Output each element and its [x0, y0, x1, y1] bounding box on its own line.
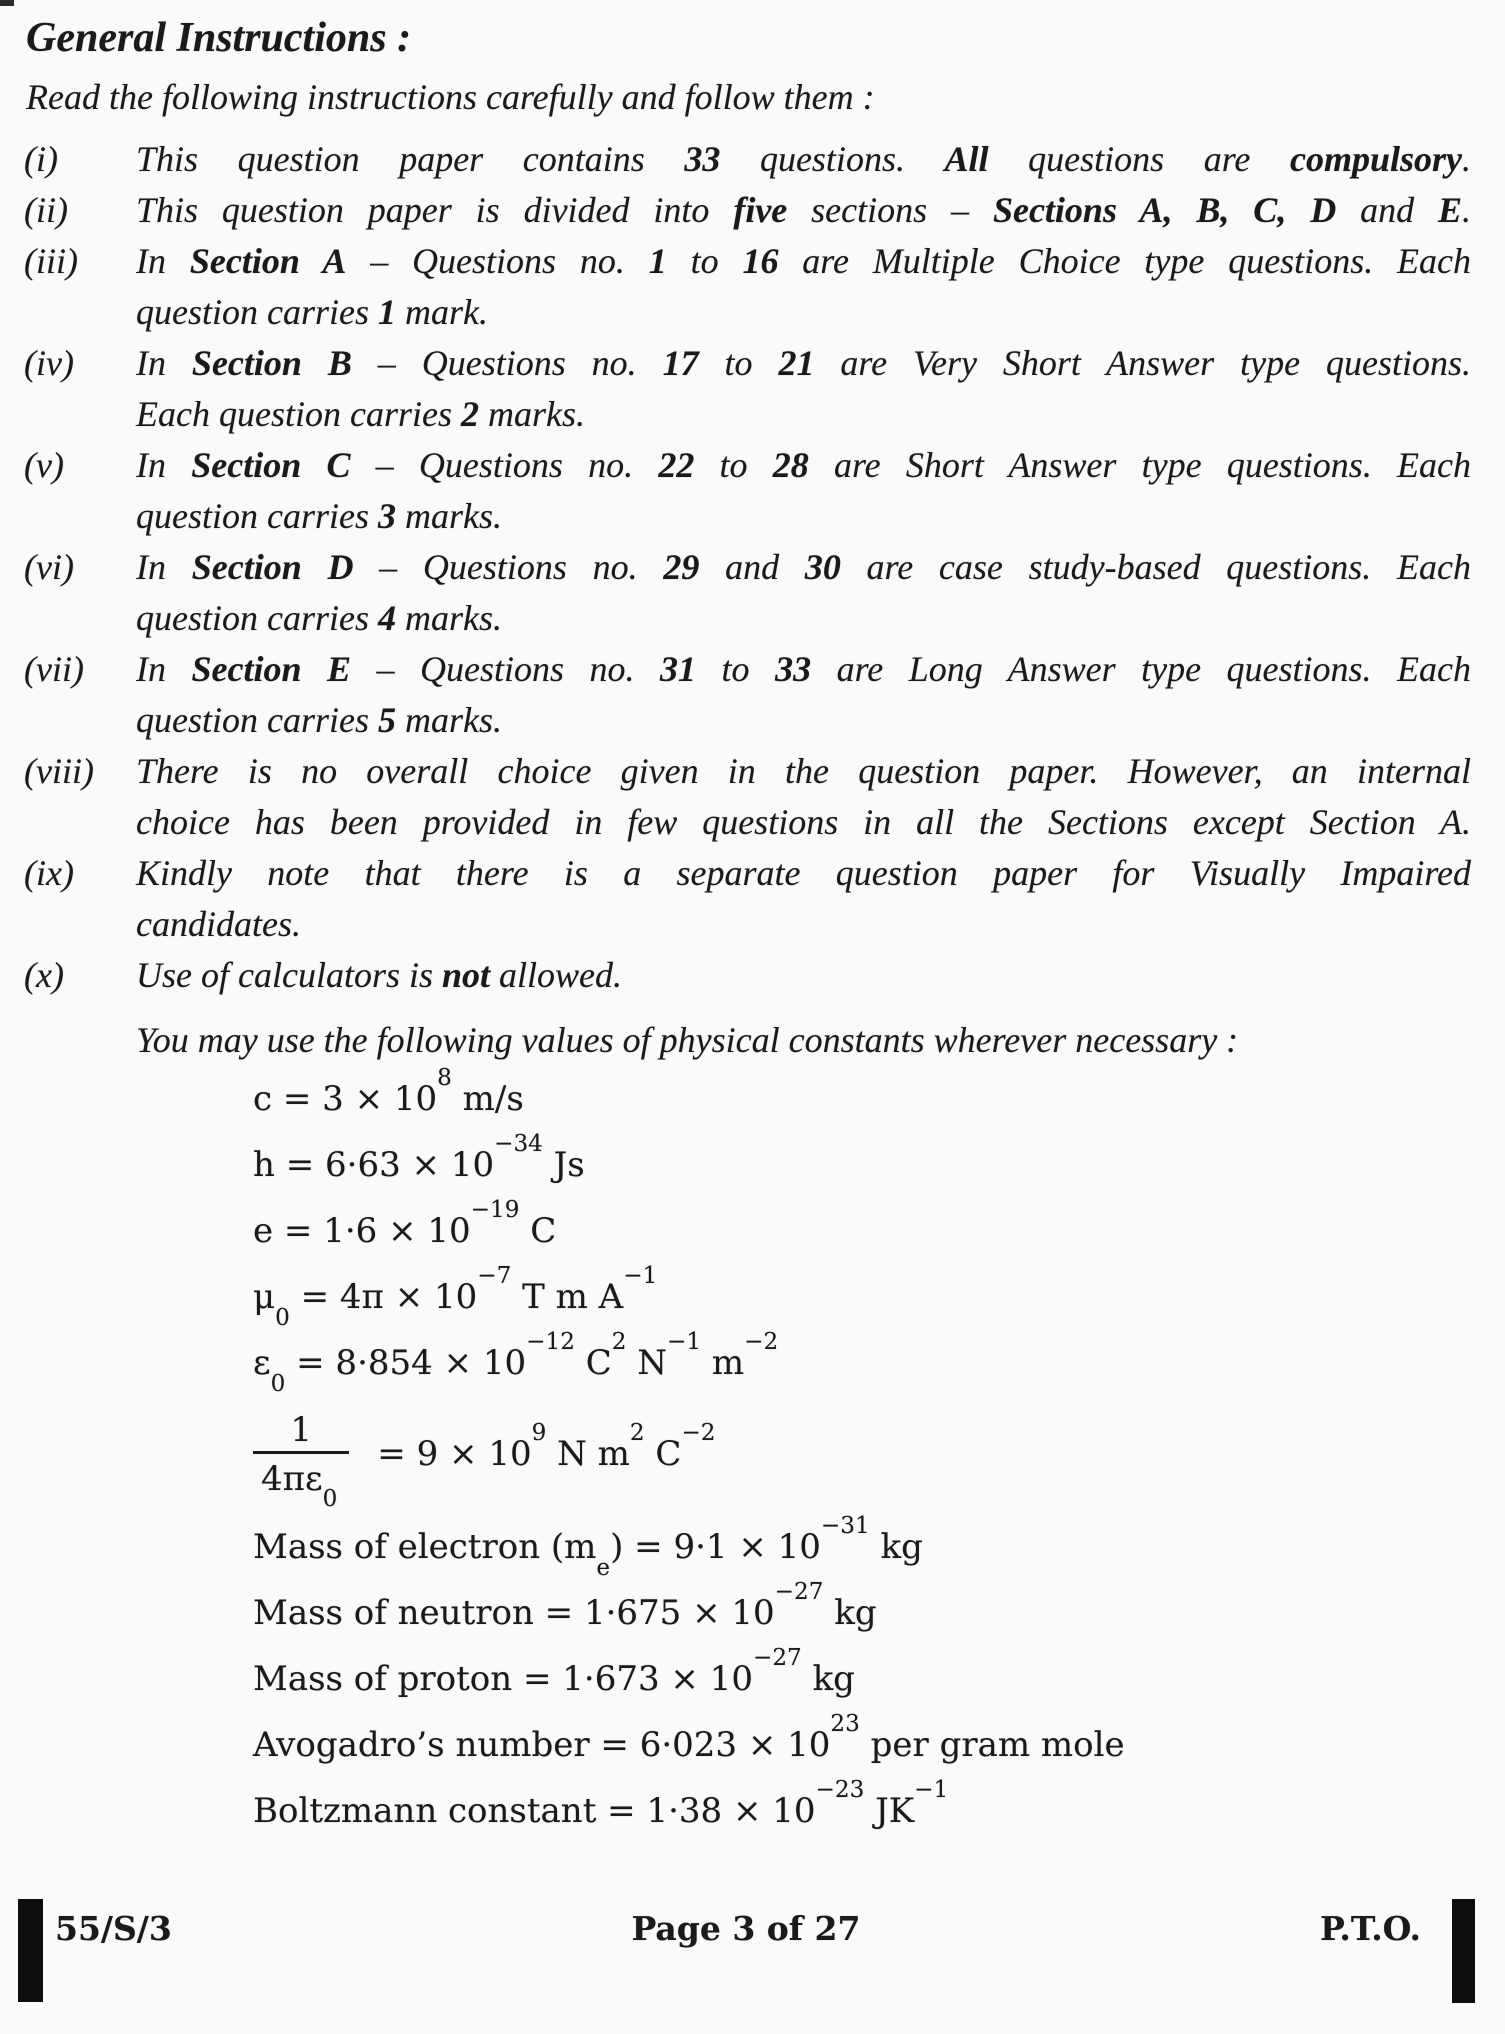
instruction-item-i [24, 134, 1471, 185]
fraction [253, 1409, 349, 1513]
footer-paper-code: 55/S/3 [55, 1909, 172, 1948]
instruction-item-vi [24, 542, 1471, 644]
constant-neutron-mass: Mass of neutron = $1\cdot 675 \times 10^{-27}$ kg [253, 1578, 877, 1633]
instruction-line: question carries 1 mark. [136, 292, 488, 332]
fraction-numerator: 1 [290, 1409, 312, 1450]
instruction-item-iii [24, 236, 1471, 338]
item-number: (ix) [24, 853, 74, 893]
instruction-line: In Section E – Questions no. 31 to 33 are Long Answer type questions. Each [136, 649, 1472, 689]
item-body [136, 542, 1471, 644]
item-body [136, 440, 1471, 542]
instruction-line: There is no overall choice given in the question paper. However, an internal [136, 751, 1471, 791]
instructions-list [24, 134, 1471, 1001]
item-number: (vii) [24, 649, 84, 689]
item-number: (viii) [24, 751, 94, 791]
item-body [136, 236, 1471, 338]
footer-page-number: Page 3 of 27 [631, 1909, 861, 1948]
footer-pto: P.T.O. [1320, 1909, 1421, 1948]
instruction-line: question carries 5 marks. [136, 700, 502, 740]
item-body [136, 134, 1471, 185]
item-body [136, 746, 1471, 848]
fraction-value: = $9 \times 10^9$ N $m^2$ $C^{-2}$ [377, 1419, 716, 1474]
instruction-line: In Section B – Questions no. 17 to 21 are Very Short Answer type questions. [136, 343, 1471, 383]
instruction-line: choice has been provided in few questions in all the Sections except Section A. [136, 802, 1471, 842]
intro-line: Read the following instructions carefully and follow them : [26, 77, 875, 117]
instruction-line: In Section D – Questions no. 29 and 30 are case study-based questions. Each [136, 547, 1471, 587]
constants-intro: You may use the following values of physical constants wherever necessary : [136, 1020, 1239, 1060]
right-margin-bar [1452, 1899, 1475, 2003]
constant-avogadro: Avogadro’s number = $6\cdot 023 \times 10^{23}$ per gram mole [253, 1710, 1125, 1765]
constant-mu-zero: $\mu_0 = 4\pi \times 10^{-7}$ T m $A^{-1}$ [253, 1262, 658, 1331]
item-number: (i) [24, 139, 58, 179]
item-number: (ii) [24, 190, 68, 230]
instruction-item-vii [24, 644, 1471, 746]
instruction-line: question carries 4 marks. [136, 598, 502, 638]
constant-epsilon-zero: $\varepsilon_0 = 8\cdot 854 \times 10^{-12}$ $C^2$ $N^{-1}$ $m^{-2}$ [253, 1328, 779, 1397]
instruction-line: candidates. [136, 904, 301, 944]
page-content [24, 12, 1471, 1844]
fraction-denominator: $4\pi\varepsilon_0$ [253, 1451, 349, 1500]
instruction-item-v [24, 440, 1471, 542]
instruction-item-viii [24, 746, 1471, 848]
constant-proton-mass: Mass of proton = $1\cdot 673 \times 10^{-27}$ kg [253, 1644, 855, 1699]
constant-speed-of-light: $c = 3 \times 10^8$ m/s [253, 1064, 524, 1119]
item-body [136, 644, 1471, 746]
instruction-line: Kindly note that there is a separate question paper for Visually Impaired [136, 853, 1471, 893]
constant-planck: $h = 6\cdot 63 \times 10^{-34}$ Js [253, 1130, 585, 1185]
page-title: General Instructions : [26, 15, 412, 61]
item-body [136, 950, 1471, 1001]
item-body [136, 848, 1471, 950]
constant-electron-mass: Mass of electron $(m_e) = 9\cdot 1 \times 10^{-31}$ kg [253, 1512, 923, 1581]
instruction-item-x [24, 950, 1471, 1001]
constant-electron-charge: $e = 1\cdot 6 \times 10^{-19}$ C [253, 1196, 557, 1251]
item-number: (x) [24, 955, 64, 995]
left-margin-bar [18, 1899, 43, 2002]
constant-boltzmann: Boltzmann constant = $1\cdot 38 \times 10^{-23}$ $JK^{-1}$ [253, 1776, 949, 1831]
constant-coulomb [253, 1402, 1471, 1513]
item-number: (iv) [24, 343, 74, 383]
item-number: (iii) [24, 241, 78, 281]
item-number: (vi) [24, 547, 74, 587]
scan-artifact [0, 0, 14, 6]
instruction-item-ix [24, 848, 1471, 950]
item-body [136, 338, 1471, 440]
constants-list [253, 1066, 1471, 1844]
instruction-line: In Section C – Questions no. 22 to 28 are Short Answer type questions. Each [136, 445, 1472, 485]
instruction-line: Use of calculators is not allowed. [136, 955, 623, 995]
instruction-line: question carries 3 marks. [136, 496, 502, 536]
instruction-line: This question paper is divided into five sections – Sections A, B, C, D and E. [136, 190, 1471, 230]
item-number: (v) [24, 445, 64, 485]
instruction-item-iv [24, 338, 1471, 440]
page-footer [55, 1906, 1421, 1952]
instruction-line: Each question carries 2 marks. [136, 394, 585, 434]
instruction-item-ii [24, 185, 1471, 236]
item-body [136, 185, 1471, 236]
instruction-line: This question paper contains 33 questions. All questions are compulsory. [136, 139, 1471, 179]
instruction-line: In Section A – Questions no. 1 to 16 are Multiple Choice type questions. Each [136, 241, 1472, 281]
